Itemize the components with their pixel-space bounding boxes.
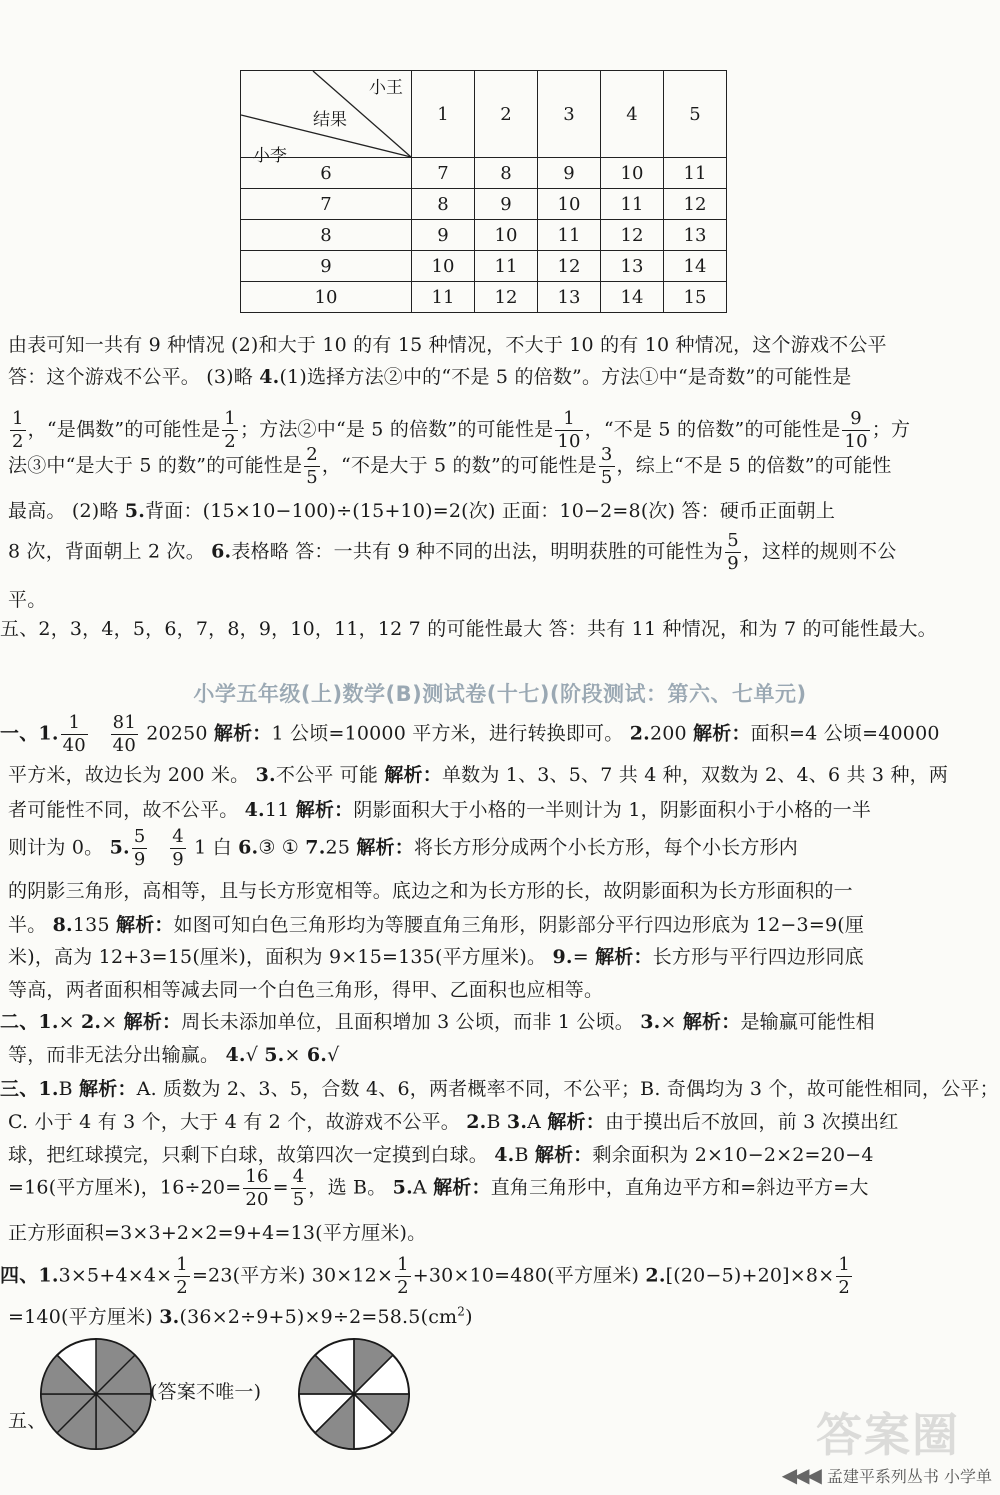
question-number: 5. [264,1044,285,1066]
analysis-label: 解析： [79,1078,137,1100]
text-line [0,714,1000,755]
question-number: 6. [211,540,232,563]
text-line [0,1256,1000,1297]
table-cell: 12 [538,251,601,282]
text-span: = [272,1176,289,1199]
fraction [61,714,88,755]
text-span: × [58,1011,82,1033]
question-number: 7. [305,836,326,859]
text-span: 25 [325,836,357,859]
analysis-label: 解析： [356,836,414,859]
fraction [836,1256,852,1297]
text-line: 平。 [8,589,47,611]
text-span: +30×10=480(平方厘米) [412,1264,646,1287]
text-line [8,410,1000,451]
page-footer [782,1463,992,1487]
text-span: 半。 [8,914,53,936]
row-label: 8 [241,220,412,251]
table-cell: 11 [538,220,601,251]
text-span: =140(平方厘米) [8,1306,160,1328]
text-span: 3×5+4×4× [58,1264,173,1287]
question-number: 2. [81,1011,102,1033]
table-cell: 9 [538,158,601,189]
fraction [842,410,869,451]
denominator: 5 [600,467,613,488]
numerator: 1 [555,410,582,431]
text-line [8,1107,1000,1134]
table-row [241,282,727,313]
table-cell: 14 [601,282,664,313]
analysis-label: 解析： [123,1011,182,1033]
table-cell: 9 [412,220,475,251]
header-xiaowang: 小王 [369,78,403,98]
analysis-label: 解析： [116,914,174,936]
text-span: 1 白 [187,836,239,859]
analysis-label: 解析： [433,1176,491,1199]
question-number: 5. [392,1176,413,1199]
table-cell: 10 [601,158,664,189]
fraction [599,446,615,487]
fraction [725,532,741,573]
question-number: 5. [124,500,146,522]
text-span: = [572,946,596,968]
table-cell: 7 [412,158,475,189]
analysis-label: 解析： [693,722,751,745]
text-span: ③ ① [258,836,306,859]
denominator: 2 [12,431,24,452]
header-result: 结果 [313,110,347,130]
question-number: 五、 [8,1410,47,1432]
text-span: 直角三角形中，直角边平方和=斜边平方=大 [490,1176,869,1199]
text-line [8,1302,1000,1329]
numerator: 1 [176,1254,188,1275]
denominator: 5 [292,1189,305,1210]
question-number: 3. [640,1011,661,1033]
question-number: 3. [255,764,276,786]
col-header: 5 [664,71,727,158]
text-span: ，选 B。 [308,1176,393,1199]
denominator: 2 [176,1277,188,1298]
text-span: 将长方形分成两个小长方形，每个小长方形内 [413,836,798,859]
numerator: 2 [306,444,318,465]
col-header: 2 [475,71,538,158]
fraction [555,410,582,451]
text-span: 则计为 0。 [8,836,110,859]
text-span: A. 质数为 2、3、5，合数 4、6，两者概率不同，不公平；B. 奇偶均为 3 个，故可能性相同，公平； [136,1078,999,1100]
question-number: 4. [494,1144,515,1166]
question-number: 4. [259,366,280,388]
text-span: 最高。 (2)略 [8,500,125,522]
question-number: 3. [506,1111,528,1133]
footer-series-text: 孟建平系列丛书 小学单 [826,1467,992,1486]
text-span: 如图可知白色三角形均为等腰直角三角形，阴影部分平行四边形底为 12−3=9(厘 [173,914,865,936]
denominator: 40 [112,735,136,756]
text-span: ；方 [871,418,911,441]
table-cell: 8 [475,158,538,189]
text-span: √ [327,1044,340,1066]
question-number: 6. [238,836,259,859]
text-span: ；方法②中“是 5 的倍数”的可能性是 [239,418,554,441]
text-span: ，“不是 5 的倍数”的可能性是 [584,418,841,441]
text-line [8,1040,1000,1067]
text-span: ，“是偶数”的可能性是 [27,418,221,441]
analysis-label: 解析： [682,1011,741,1033]
numerator: 3 [600,444,613,465]
col-header: 4 [601,71,664,158]
fraction [395,1256,411,1297]
table-cell: 12 [664,189,727,220]
fraction [243,1168,270,1209]
question-number: 2. [645,1264,666,1287]
text-span: B [58,1078,80,1100]
table-cell: 13 [664,220,727,251]
text-line: 正方形面积=3×3+2×2=9+4=13(平方厘米)。 [8,1222,427,1244]
text-span: √ [245,1044,265,1066]
table-row [241,189,727,220]
numerator: 1 [397,1254,409,1275]
fraction [132,828,148,869]
text-line [8,942,1000,969]
text-span: ) [465,1306,473,1328]
table-row [241,251,727,282]
text-span: 阴影面积大于小格的一半则计为 1，阴影面积小于小格的一半 [353,799,872,821]
denominator: 2 [397,1277,409,1298]
text-line [8,760,1000,787]
text-span: =16(平方厘米)，16÷20= [8,1176,242,1199]
text-line: 五、2，3，4，5，6，7，8，9，10，11，12 7 的可能性最大 答：共有 11 种情况，和为 7 的可能性最大。 [0,618,937,640]
question-number: 8. [52,914,73,936]
denominator: 9 [172,849,184,870]
text-span: 周长未添加单位，且面积增加 3 公顷，而非 1 公顷。 [181,1011,641,1033]
watermark: 答案圈 [816,1408,960,1462]
question-number: 6. [306,1044,328,1066]
numerator: 1 [61,714,88,735]
text-line [8,1168,1000,1209]
analysis-label: 解析： [213,722,272,745]
denominator: 20 [245,1189,269,1210]
text-line [8,795,1000,822]
text-span: 是输赢可能性相 [740,1011,875,1033]
table-cell: 15 [664,282,727,313]
fraction [304,446,320,487]
fraction [170,828,186,869]
text-span: B [486,1111,507,1133]
text-line [8,828,1000,869]
text-span: (36×2÷9+5)×9÷2=58.5(cm [179,1306,458,1328]
text-span: ，“不是大于 5 的数”的可能性是 [321,454,597,477]
text-span: 长方形与平行四边形同底 [652,946,864,968]
numerator: 1 [838,1254,850,1275]
text-span: (1)选择方法②中的“不是 5 的倍数”。方法①中“是奇数”的可能性是 [279,366,852,388]
table-cell: 8 [412,189,475,220]
text-span: 20250 [139,722,214,745]
shaded-circle-right [296,1336,412,1452]
fraction [174,1256,190,1297]
text-span: 单数为 1、3、5、7 共 4 种，双数为 2、4、6 共 3 种，两 [441,764,949,786]
diagonal-header-cell [241,71,412,166]
table-cell: 14 [664,251,727,282]
text-span: 球，把红球摸完，只剩下白球，故第四次一定摸到白球。 [8,1144,495,1166]
text-span: B [514,1144,535,1166]
question-number: 4. [244,799,265,821]
text-span: A [412,1176,434,1199]
table-header-row [241,71,727,158]
analysis-label: 解析： [295,799,354,821]
denominator: 2 [224,431,236,452]
text-line: 的阴影三角形，高相等，且与长方形宽相等。底边之和为长方形的长，故阴影面积为长方形面积的一 [8,880,853,902]
table-cell: 9 [475,189,538,220]
numerator: 5 [727,530,739,551]
text-span: A [527,1111,548,1133]
text-span: ，这样的规则不公 [742,540,897,563]
col-header: 1 [412,71,475,158]
text-line [8,362,1000,389]
text-line [0,1074,1000,1101]
text-line [8,446,1000,487]
denominator: 40 [62,735,86,756]
question-number: 三、1. [0,1078,59,1100]
numerator: 4 [172,826,184,847]
table-cell: 11 [601,189,664,220]
analysis-label: 解析： [534,1144,593,1166]
text-line [8,496,1000,523]
numerator: 1 [12,408,24,429]
footer-arrows-icon: ◀◀◀ [781,1463,819,1487]
text-span: 8 次，背面朝上 2 次。 [8,540,212,563]
table-cell: 10 [412,251,475,282]
text-span: 答：这个游戏不公平。 (3)略 [8,366,260,388]
analysis-label: 解析： [547,1111,605,1133]
text-span: 面积=4 公顷=40000 [750,722,940,745]
text-span: 平方米，故边长为 200 米。 [8,764,256,786]
text-span: 不公平 可能 [275,764,385,786]
text-line [0,1007,1000,1034]
table-row [241,220,727,251]
table-cell: 11 [475,251,538,282]
numerator: 16 [245,1166,269,1187]
row-label: 6 [241,158,412,189]
shaded-circle-left [38,1336,154,1452]
question-number: 2. [629,722,650,745]
table-cell: 10 [538,189,601,220]
row-label: 9 [241,251,412,282]
col-header: 3 [538,71,601,158]
text-line: 由表可知一共有 9 种情况 (2)和大于 10 的有 15 种情况，不大于 10 的有 10 种情况，这个游戏不公平 [8,334,887,356]
text-span: 法③中“是大于 5 的数”的可能性是 [8,454,303,477]
text-span: ，综上“不是 5 的倍数”的可能性 [616,454,892,477]
text-span: 背面：(15×10−100)÷(15+10)=2(次) 正面：10−2=8(次) 答：硬币正面朝上 [145,500,836,522]
numerator: 1 [224,408,236,429]
table-cell: 12 [601,220,664,251]
fraction [10,410,26,451]
denominator: 5 [306,467,318,488]
question-number: 二、1. [0,1011,59,1033]
analysis-label: 解析： [595,946,653,968]
text-line [8,1140,1000,1167]
numerator: 81 [112,712,136,733]
table-row [241,158,727,189]
table-cell: 13 [601,251,664,282]
text-span: 200 [649,722,694,745]
question-number: 9. [552,946,573,968]
fraction [291,1168,307,1209]
fraction [111,714,138,755]
table-cell: 10 [475,220,538,251]
denominator: 10 [557,431,581,452]
denominator: 10 [844,431,868,452]
results-table [240,70,727,313]
denominator: 2 [838,1277,850,1298]
text-span: × [284,1044,307,1066]
answer-not-unique-note: (答案不唯一) [150,1381,262,1403]
numerator: 5 [133,826,146,847]
text-span: 者可能性不同，故不公平。 [8,799,245,821]
text-span: C. 小于 4 有 3 个，大于 4 有 2 个，故游戏不公平。 [8,1111,467,1133]
text-span: 米)，高为 12+3=15(厘米)，面积为 9×15=135(平方厘米)。 [8,946,553,968]
text-span: 表格略 答：一共有 9 种不同的出法，明明获胜的可能性为 [231,540,724,563]
row-label: 10 [241,282,412,313]
text-line [8,910,1000,937]
table-cell: 11 [412,282,475,313]
question-number: 3. [159,1306,180,1328]
text-span: × [660,1011,683,1033]
text-line: 等高，两者面积相等减去同一个白色三角形，得甲、乙面积也应相等。 [8,979,604,1001]
text-line [8,532,1000,573]
analysis-label: 解析： [384,764,442,786]
header-xiaoli: 小李 [253,146,287,166]
table-cell: 13 [538,282,601,313]
row-label: 7 [241,189,412,220]
table-cell: 12 [475,282,538,313]
text-span: 11 [264,799,296,821]
text-span: 由于摸出后不放回，前 3 次摸出红 [604,1111,899,1133]
question-number: 2. [466,1111,487,1133]
text-span: 剩余面积为 2×10−2×2=20−4 [592,1144,874,1166]
text-span: 1 公顷=10000 平方米，进行转换即可。 [271,722,630,745]
table-cell: 11 [664,158,727,189]
superscript: 2 [457,1304,466,1319]
question-number: 5. [109,836,130,859]
text-span: 135 [72,914,116,936]
denominator: 9 [727,553,739,574]
numerator: 4 [292,1166,305,1187]
denominator: 9 [133,849,146,870]
text-span: [(20−5)+20]×8× [665,1264,835,1287]
text-span: =23(平方米) 30×12× [191,1264,394,1287]
question-number: 四、1. [0,1264,59,1287]
section-title: 小学五年级(上)数学(B)测试卷(十七)(阶段测试：第六、七单元) [193,682,807,706]
question-number: 一、1. [0,722,59,745]
question-number: 4. [225,1044,246,1066]
text-span: 等，而非无法分出输赢。 [8,1044,226,1066]
fraction [222,410,238,451]
numerator: 9 [842,410,869,431]
text-span: × [101,1011,124,1033]
